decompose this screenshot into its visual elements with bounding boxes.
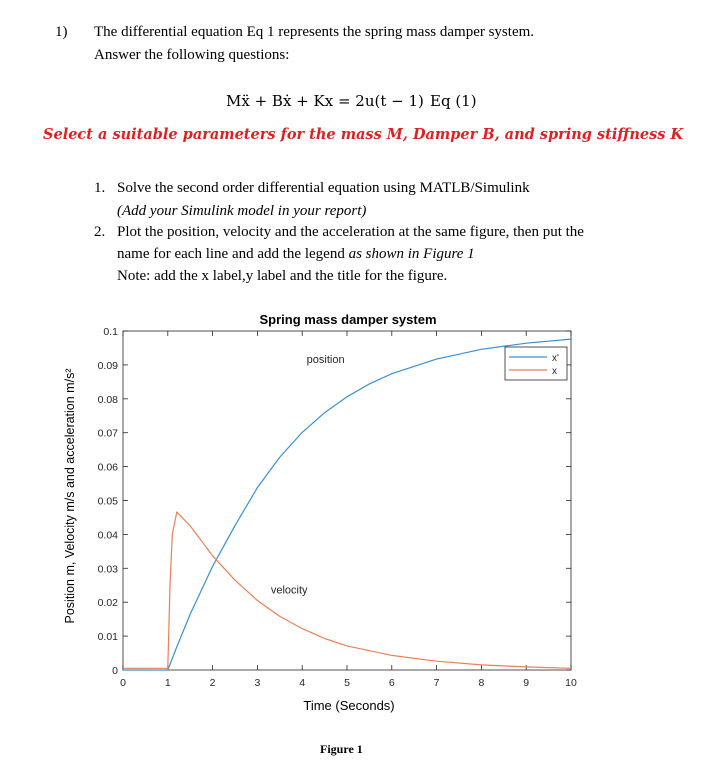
task-1-note: (Add your Simulink model in your report) <box>117 203 367 219</box>
task-2-number: 2. <box>94 224 106 240</box>
x-tick-label: 5 <box>344 677 350 689</box>
x-tick-label: 3 <box>254 677 261 689</box>
x-tick-label: 0 <box>120 677 126 689</box>
x-tick-label: 10 <box>565 677 577 689</box>
x-tick-label: 6 <box>388 677 395 689</box>
legend-entry: x <box>552 366 557 377</box>
y-tick-label: 0.01 <box>97 631 118 644</box>
question-text: The differential equation Eq 1 represents the spring mass damper system. <box>94 24 535 40</box>
task-1-number: 1. <box>94 180 106 196</box>
question-subtext: Answer the following questions: <box>94 47 290 63</box>
y-tick-label: 0.06 <box>97 461 118 474</box>
y-tick-label: 0.03 <box>97 563 118 576</box>
chart-ylabel: Position m, Velocity m/s and acceleration m/s² <box>63 368 77 624</box>
chart-title: Spring mass damper system <box>259 312 437 327</box>
question-number: 1) <box>55 24 68 40</box>
x-tick-label: 9 <box>523 677 530 689</box>
plot-area <box>98 326 577 689</box>
x-tick-label: 4 <box>299 677 306 689</box>
series-line-velocity <box>123 512 571 668</box>
task-2-text-line2a: name for each line and add the legend <box>117 246 349 262</box>
chart <box>60 306 620 726</box>
y-tick-label: 0.02 <box>97 597 118 610</box>
equation-label: Eq (1) <box>430 92 477 110</box>
equation: Mẍ + Bẋ + Kx = 2u(t − 1) <box>226 92 424 110</box>
annotation-label: velocity <box>270 584 308 597</box>
chart-xlabel: Time (Seconds) <box>303 698 395 713</box>
axes-box <box>123 331 571 670</box>
series-line-position <box>123 339 571 670</box>
x-tick-label: 7 <box>433 677 440 689</box>
task-2-text-line2 <box>117 246 475 263</box>
figure-caption: Figure 1 <box>320 742 363 756</box>
y-tick-label: 0.1 <box>103 326 118 338</box>
task-2-text: Plot the position, velocity and the acceleration at the same figure, then put the <box>117 224 584 240</box>
y-tick-label: 0.05 <box>97 495 118 508</box>
annotation-label: position <box>306 354 345 367</box>
instruction-text: Select a suitable parameters for the mass M, Damper B, and spring stiffness K <box>43 126 684 143</box>
x-tick-label: 1 <box>164 677 171 689</box>
y-tick-label: 0.04 <box>97 529 118 542</box>
task-2-figure-ref: as shown in Figure 1 <box>348 246 475 262</box>
y-tick-label: 0.08 <box>97 393 118 406</box>
legend-entry: x' <box>552 353 559 364</box>
x-tick-label: 8 <box>478 677 485 689</box>
y-tick-label: 0.07 <box>97 427 118 440</box>
task-2-note: Note: add the x label,y label and the title for the figure. <box>117 268 448 284</box>
x-tick-label: 2 <box>209 677 216 689</box>
y-tick-label: 0 <box>112 665 118 677</box>
y-tick-label: 0.09 <box>97 359 118 372</box>
task-1-text: Solve the second order differential equation using MATLB/Simulink <box>117 180 530 196</box>
